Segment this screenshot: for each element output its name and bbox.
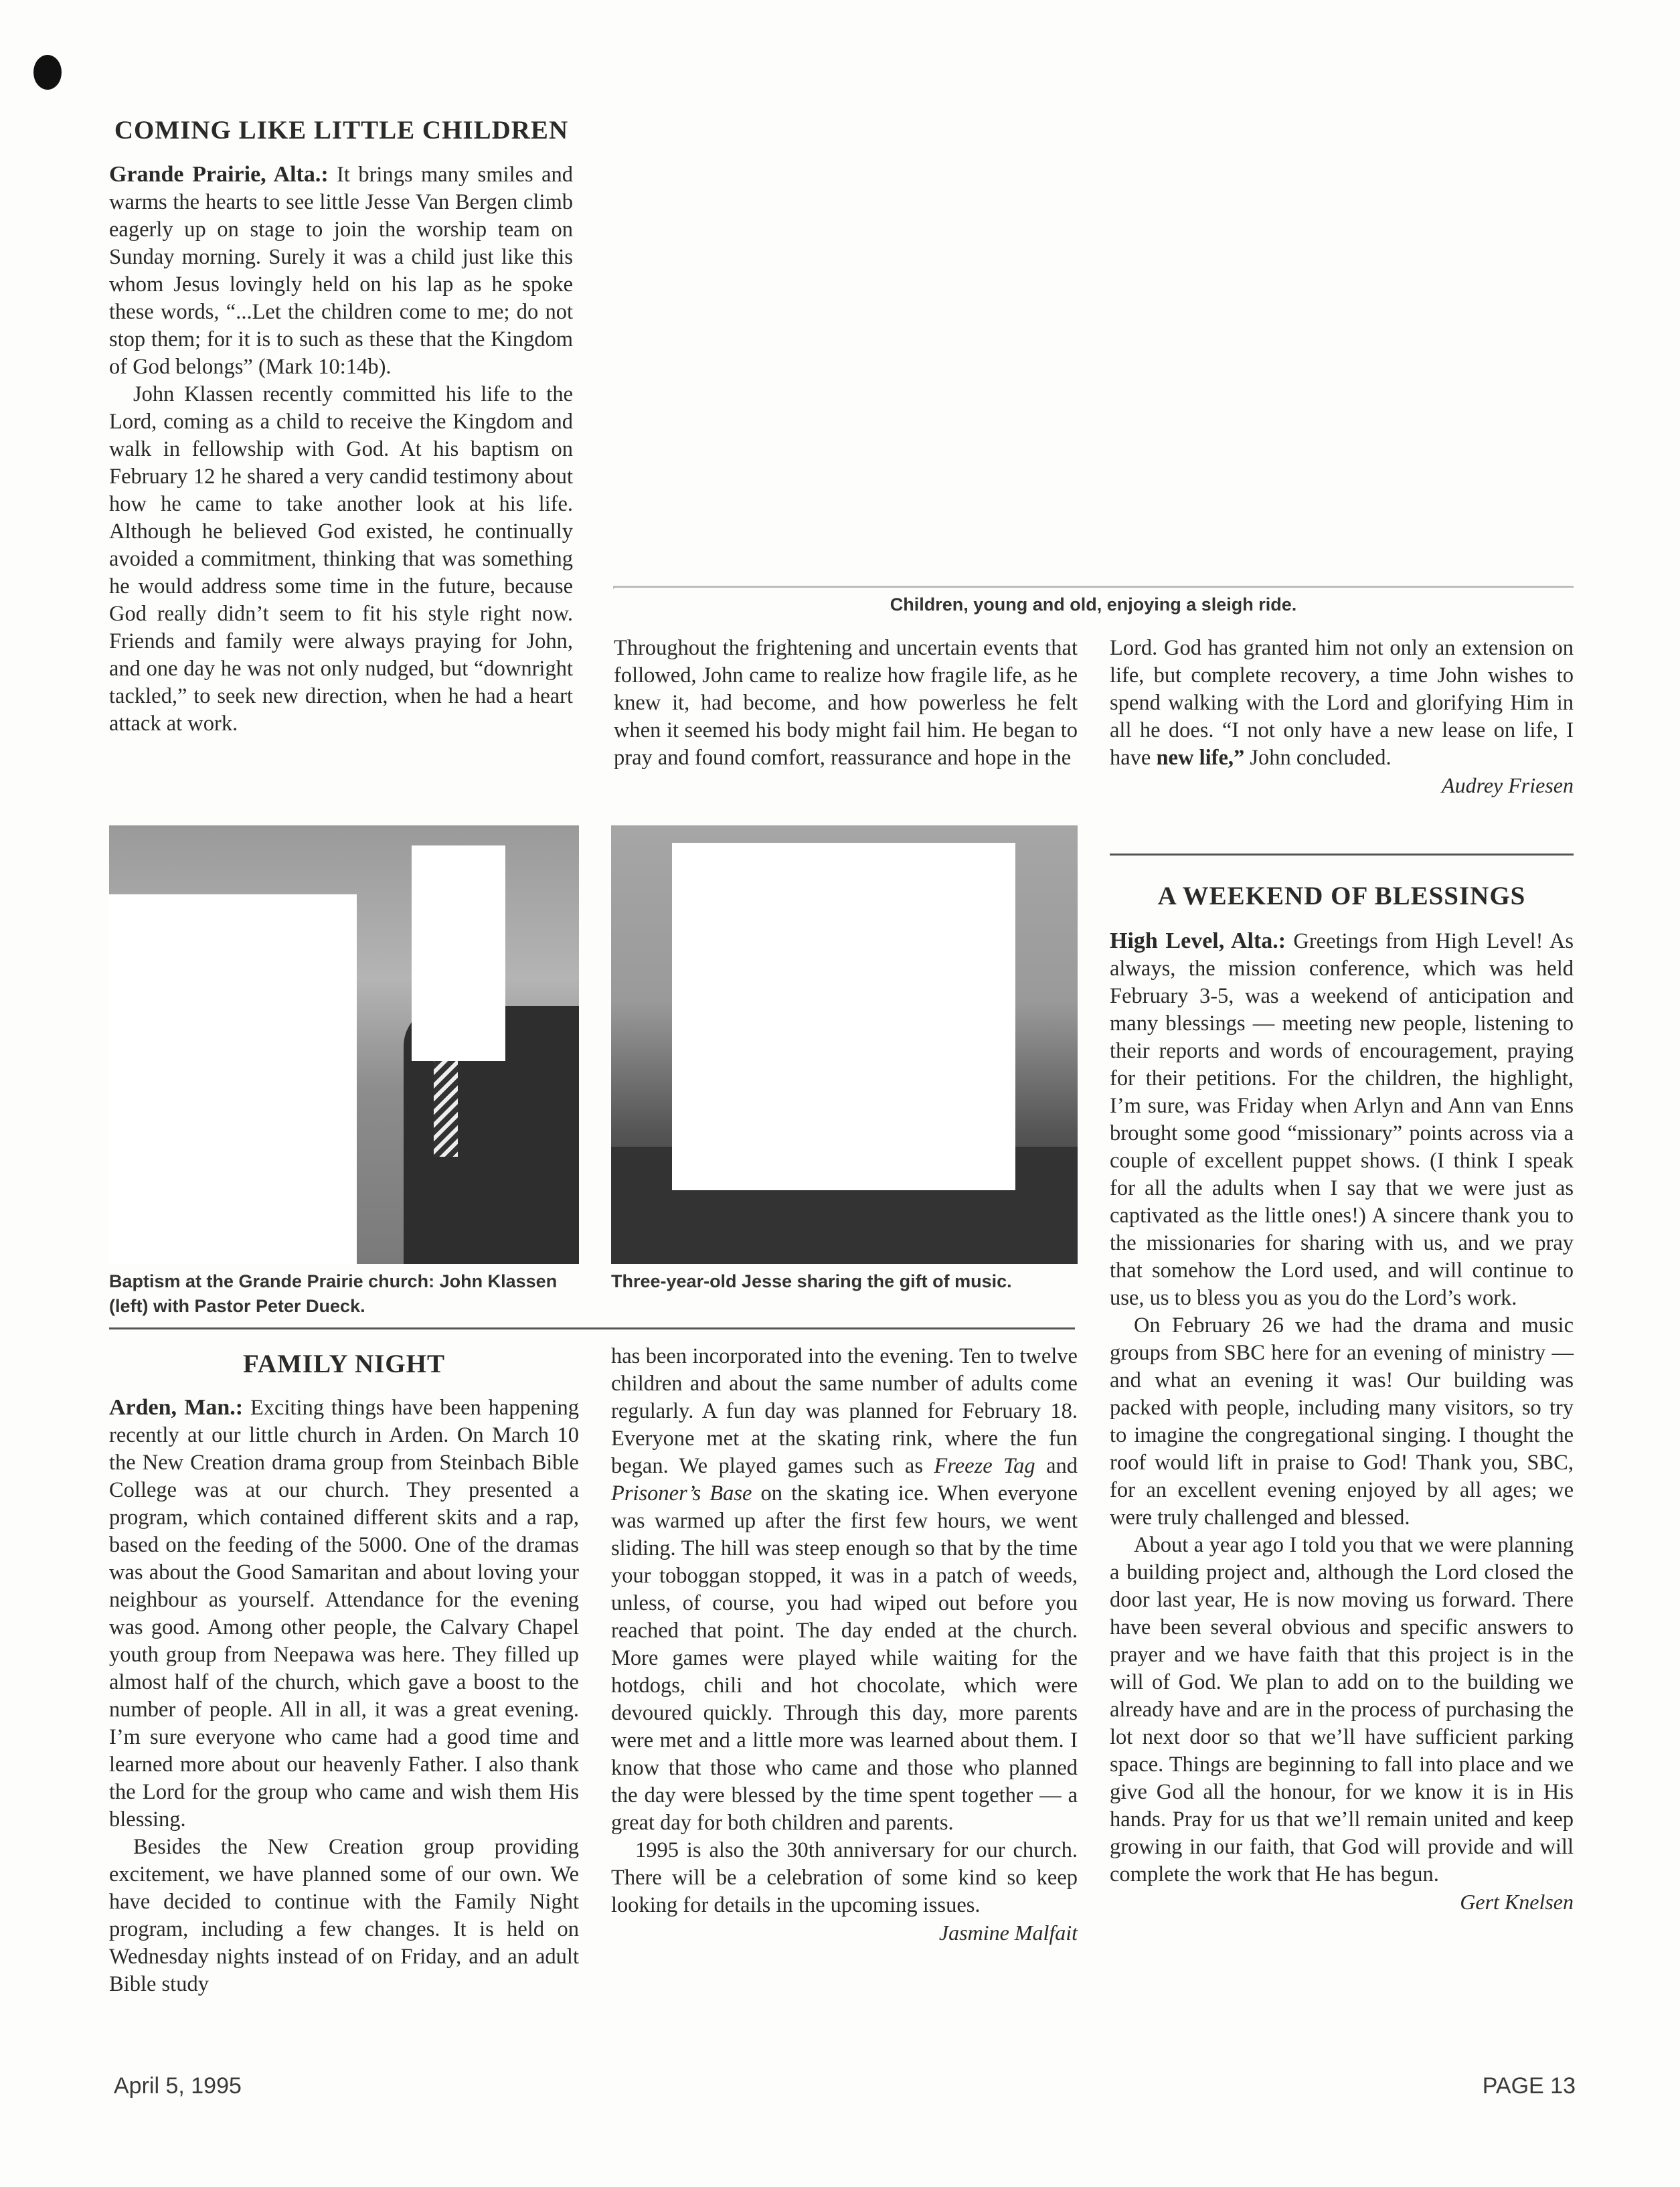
- article-title-coming-like-little-children: COMING LIKE LITTLE CHILDREN: [114, 116, 569, 145]
- baptism-photo-redaction-right: [412, 845, 505, 1061]
- baptism-photo-tie: [434, 1056, 458, 1157]
- article2-paragraph-3: has been incorporated into the evening. Ten to twelve children and about the same number of adults come regularly. A fun day was planned for February 18. Everyone met at the skating rink, where the fun began. We played games such as Freeze Tag and Prisoner’s Base on the skating ice. When everyone was warmed up after the first few hours, we went sliding. The hill was steep enough so that by the time your toboggan stopped, it was in a patch of weeds, unless, of course, you had wiped out before you reached that point. The day ended at the church. More games were played while waiting for the hotdogs, chili and hot chocolate, which were devoured quickly. Through this day, more parents were met and a little more was learned about them. I know that those who came and those who planned the day were blessed by the time spent together — a great day for both children and parents.: [611, 1344, 1078, 1835]
- article2-paragraph-2: Besides the New Creation group providing excitement, we have planned some of our own. We have decided to continue with the Family Night program, including a few changes. It is held on Wednesday nights instead of on Friday, and an adult Bible study: [109, 1835, 579, 1996]
- article3-paragraph-2: On February 26 we had the drama and music groups from SBC here for an evening of ministry — and what an evening it was! Our building was packed with people, including many visitors, so try to imagine the congregational singing. I thought the roof would lift in praise to God! Thank you, SBC, for an excellent evening enjoyed by all ages; we were truly challenged and blessed.: [1110, 1313, 1574, 1530]
- footer-date: April 5, 1995: [114, 2073, 242, 2099]
- binding-hole-mark: [33, 55, 62, 90]
- jesse-photo-caption: Three-year-old Jesse sharing the gift of music.: [611, 1271, 1012, 1291]
- article2-paragraph-4: 1995 is also the 30th anniversary for our church. There will be a celebration of some kind so keep looking for details in the upcoming issues.: [611, 1838, 1078, 1917]
- article1-paragraph-2: John Klassen recently committed his life to the Lord, coming as a child to receive the Kingdom and walk in fellowship with God. At his baptism on February 12 he shared a very candid testimony about how he came to take another look at his life. Although he believed God existed, he continually avoided a commitment, thinking that was something he would address some time in the future, because God really didn’t seem to fit his style right now. Friends and family were always praying for John, and one day he was not only nudged, but “downright tackled,” to seek new direction, when he had a heart attack at work.: [109, 382, 573, 736]
- article2-column-1: [109, 1394, 579, 1998]
- article1-paragraph-4: Lord. God has granted him not only an extension on life, but complete recovery, a time John wishes to spend walking with the Lord and glorifying Him in all he does. “I not only have a new lease on life, I have new life,” John concluded.: [1110, 636, 1574, 770]
- rule-above-weekend-of-blessings: [1110, 854, 1574, 856]
- baptism-photo: [109, 825, 579, 1264]
- article1-column-3: [1110, 635, 1574, 799]
- article3-paragraph-1: High Level, Alta.: Greetings from High Level! As always, the mission conference, which was held February 3-5, was a weekend of anticipation and many blessings — meeting new people, listening to their reports and words of encouragement, praying for their petitions. For the children, the highlight, I’m sure, was Friday when Arlyn and Ann van Enns brought some good “missionary” points across via a couple of excellent puppet shows. (I think I speak for all the adults when I say that we were just as captivated as the little ones!) A sincere thank you to the missionaries for sharing with us, and we pray that somehow the Lord used, and will continue to use, us to bless you as you do the Lord’s work.: [1110, 928, 1574, 1310]
- article2-column-2: [611, 1343, 1078, 1947]
- article1-paragraph-3: Throughout the frightening and uncertain events that followed, John came to realize how fragile life, as he knew it, had become, and how powerless he felt when it seemed his body might fail him. He began to pray and found comfort, reassurance and hope in the: [614, 636, 1078, 770]
- sleigh-photo-caption: Children, young and old, enjoying a sleigh ride.: [890, 594, 1297, 615]
- article3-author: Gert Knelsen: [1460, 1890, 1574, 1914]
- sleigh-ride-photo: [613, 0, 1574, 588]
- article1-column-2: [614, 635, 1078, 772]
- footer-page-number: PAGE 13: [1482, 2073, 1576, 2099]
- dateline-arden: Arden, Man.:: [109, 1395, 244, 1420]
- article1-column-1: [109, 161, 573, 738]
- rule-under-photos: [109, 1327, 1075, 1329]
- article1-author: Audrey Friesen: [1442, 773, 1574, 797]
- dateline-grande-prairie: Grande Prairie, Alta.:: [109, 162, 329, 187]
- article-title-family-night: FAMILY NIGHT: [242, 1350, 445, 1378]
- dateline-high-level: High Level, Alta.:: [1110, 928, 1286, 953]
- article2-paragraph-1: Arden, Man.: Exciting things have been happening recently at our little church in Arden. On March 10 the New Creation drama group from Steinbach Bible College was at our church. They presented a program, which contained different skits and a rap, based on the feeding of the 5000. One of the dramas was about the Good Samaritan and about loving your neighbour as yourself. Attendance for the evening was good. Among other people, the Calvary Chapel youth group from Neepawa was here. They filled up almost half of the church, which gave a boost to the number of people. All in all, it was a great evening. I’m sure everyone who came had a good time and learned more about our heavenly Father. I also thank the Lord for the group who came and wish them His blessing.: [109, 1395, 579, 1832]
- article-title-weekend-of-blessings: A WEEKEND OF BLESSINGS: [1157, 882, 1526, 910]
- baptism-photo-redaction-left: [109, 894, 357, 1264]
- jesse-music-photo: [611, 825, 1078, 1264]
- article2-author: Jasmine Malfait: [938, 1921, 1078, 1945]
- baptism-photo-caption: Baptism at the Grande Prairie church: John Klassen (left) with Pastor Peter Dueck.: [109, 1271, 558, 1316]
- article1-paragraph-1: Grande Prairie, Alta.: It brings many smiles and warms the hearts to see little Jesse Van Bergen climb eagerly up on stage to join the worship team on Sunday morning. Surely it was a child just like this whom Jesus lovingly held on his lap as he spoke these words, “...Let the children come to me; do not stop them; for it is to such as these that the Kingdom of God belongs” (Mark 10:14b).: [109, 162, 573, 379]
- article3-column: [1110, 927, 1574, 1916]
- jesse-photo-redaction: [672, 843, 1015, 1190]
- article3-paragraph-3: About a year ago I told you that we were planning a building project and, although the Lord closed the door last year, He is now moving us forward. There have been several obvious and specific answers to prayer and we have faith that this project is in the will of God. We plan to add on to the building we already have and are in the process of purchasing the lot next door so that we’ll have sufficient parking space. Things are beginning to fall into place and we give God all the honour, for we know it is in His hands. Pray for us that we’ll remain united and keep growing in our faith, that God will provide and will complete the work that He has begun.: [1110, 1533, 1574, 1886]
